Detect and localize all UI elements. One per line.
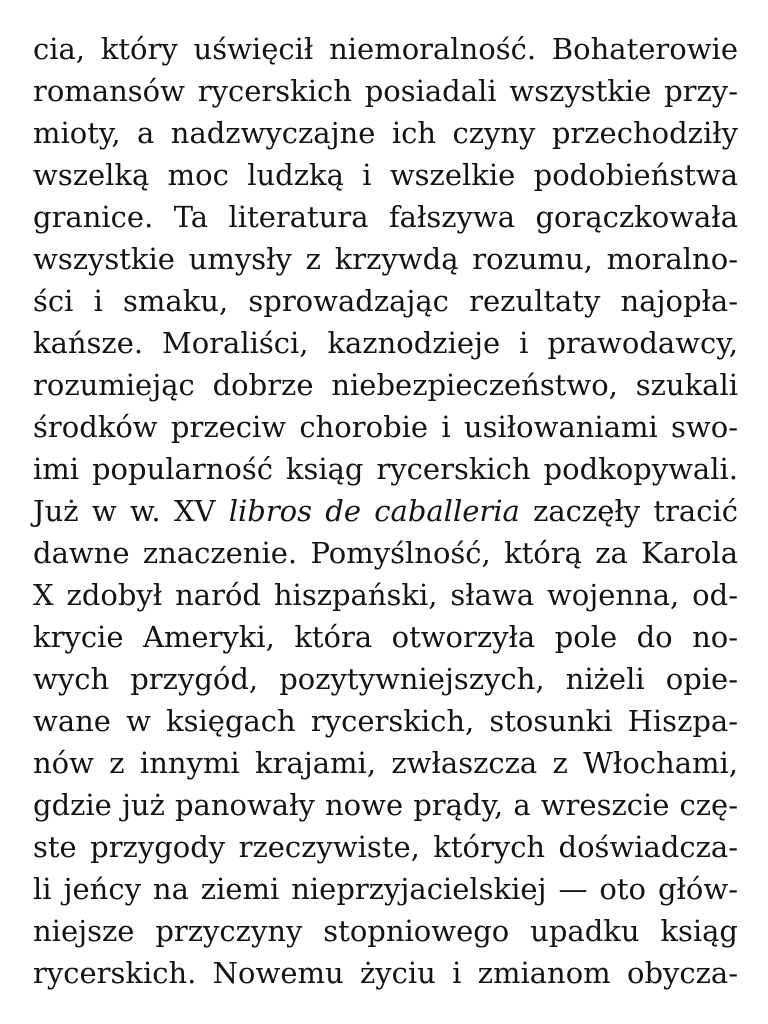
text-line: ści i smaku, sprowadzając rezultaty najopła-: [33, 284, 738, 318]
text-line: krycie Ameryki, która otworzyła pole do no-: [33, 620, 738, 654]
text-line: li jeńcy na ziemi nieprzyjacielskiej — oto głów-: [33, 872, 738, 906]
text-line: nów z innymi krajami, zwłaszcza z Włochami,: [33, 746, 738, 780]
line-text-after: zaczęły tracić: [519, 494, 738, 528]
text-line: mioty, a nadzwyczajne ich czyny przechodziły: [33, 116, 738, 150]
text-line: wych przygód, pozytywniejszych, niżeli opie-: [33, 662, 738, 696]
line-text-before: Już w w. XV: [33, 494, 229, 528]
text-line: ste przygody rzeczywiste, których doświadcza-: [33, 830, 738, 864]
text-line: niejsze przyczyny stopniowego upadku ksiąg: [33, 914, 738, 948]
text-line: wszelką moc ludzką i wszelkie podobieństwa: [33, 158, 738, 192]
text-line: dawne znaczenie. Pomyślność, którą za Karola: [33, 536, 738, 570]
body-text: [33, 28, 738, 994]
text-line: kańsze. Moraliści, kaznodzieje i prawodawcy,: [33, 326, 738, 360]
text-line: imi popularność ksiąg rycerskich podkopywali.: [33, 452, 738, 486]
text-line: środków przeciw chorobie i usiłowaniami swo-: [33, 410, 738, 444]
text-line: wane w księgach rycerskich, stosunki Hiszpa-: [33, 704, 738, 738]
text-line: gdzie już panowały nowe prądy, a wreszcie czę-: [33, 788, 738, 822]
text-line: rozumiejąc dobrze niebezpieczeństwo, szukali: [33, 368, 738, 402]
text-line: X zdobył naród hiszpański, sława wojenna, od-: [33, 578, 738, 612]
text-line: cia, który uświęcił niemoralność. Bohaterowie: [33, 32, 738, 66]
text-line: rycerskich. Nowemu życiu i zmianom obycza-: [33, 956, 738, 990]
text-line: romansów rycerskich posiadali wszystkie przy-: [33, 74, 738, 108]
text-line: granice. Ta literatura fałszywa gorączkowała: [33, 200, 738, 234]
italic-title: libros de caballeria: [228, 494, 520, 528]
text-line: wszystkie umysły z krzywdą rozumu, moralno-: [33, 242, 738, 276]
text-line-with-italic: [33, 490, 738, 532]
